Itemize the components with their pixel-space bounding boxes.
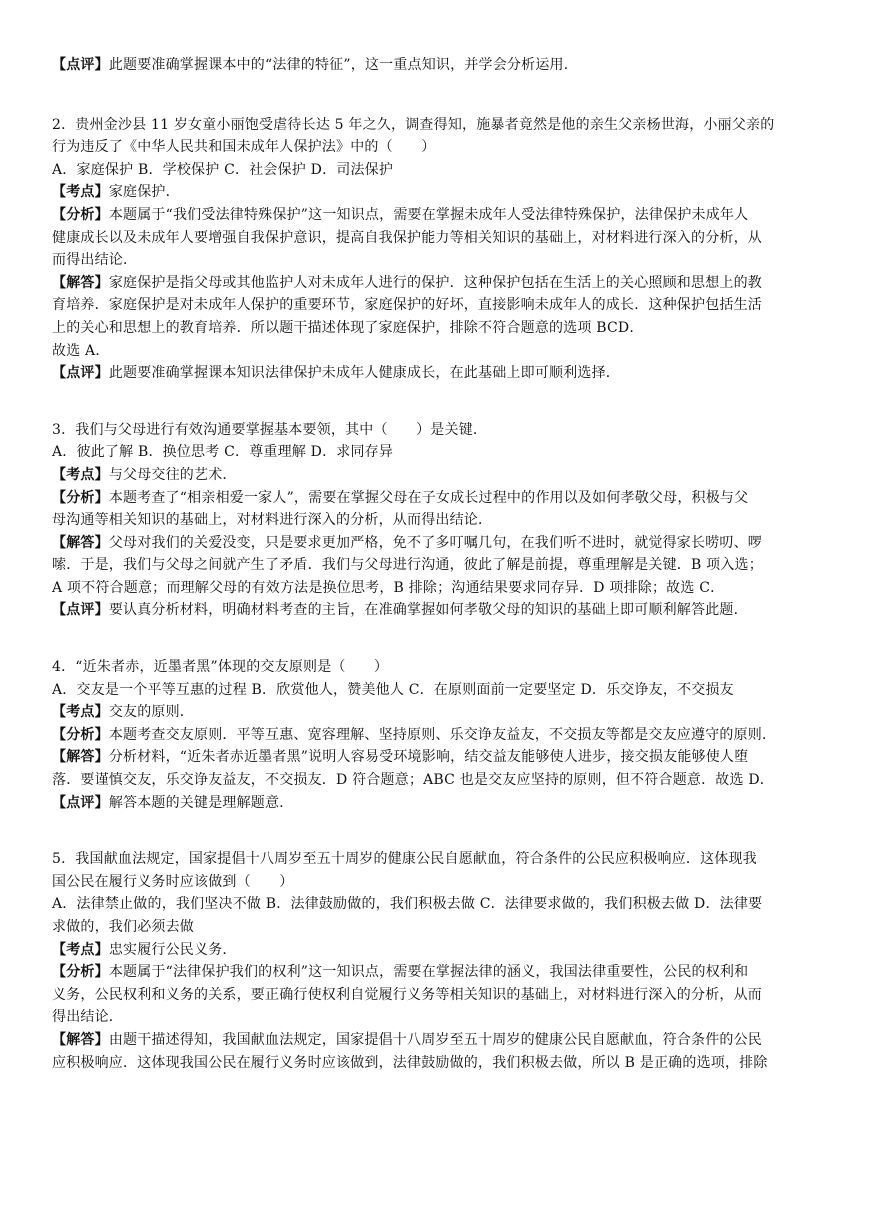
line-text: 本题考查了“相亲相爱一家人”，需要在掌握父母在子女成长过程中的作用以及如何孝敬父母，积极与父 (108, 489, 749, 506)
question-stem (52, 871, 818, 894)
tag-comment: 【点评】 (52, 602, 109, 619)
line-text: 3．我们与父母进行有效沟通要掌握基本要领，其中（ ）是关键． (52, 421, 488, 438)
tag-comment: 【点评】 (52, 57, 109, 73)
answer-line (52, 769, 818, 792)
comment-line (52, 54, 818, 77)
comment-line (52, 792, 818, 815)
line-text: 本题考查交友原则．平等互惠、宽容理解、坚持原则、乐交诤友益友，不交损友等都是交友应遵守的原则． (108, 726, 777, 743)
answer-line (52, 294, 818, 317)
question-options (52, 679, 818, 702)
line-text: 求做的，我们必须去做 (52, 919, 194, 935)
question-1-tail (52, 54, 818, 77)
analysis-line (52, 227, 818, 250)
tag-analysis: 【分析】 (52, 206, 109, 223)
line-text: 此题要准确掌握课本知识法律保护未成年人健康成长，在此基础上即可顺利选择． (108, 365, 621, 382)
line-text: 育培养．家庭保护是对未成年人保护的重要环节，家庭保护的好坏，直接影响未成年人的成长．这种保护包括生活 (52, 297, 762, 314)
analysis-line (52, 1006, 818, 1029)
tag-kaodian: 【考点】 (52, 466, 109, 483)
analysis-line (52, 487, 818, 510)
document-page (52, 54, 818, 1074)
kaodian-line (52, 181, 818, 204)
analysis-line (52, 249, 818, 272)
line-text: 由题干描述得知，我国献血法规定，国家提倡十八周岁至五十周岁的健康公民自愿献血，符合条件的公民 (108, 1031, 763, 1048)
answer-line (52, 577, 818, 600)
analysis-line (52, 204, 818, 227)
tag-kaodian: 【考点】 (52, 184, 109, 201)
kaodian-line (52, 701, 818, 724)
tag-comment: 【点评】 (52, 365, 109, 382)
question-options (52, 441, 818, 464)
tag-kaodian: 【考点】 (52, 941, 109, 958)
tag-answer: 【解答】 (52, 534, 109, 551)
line-text: A．家庭保护 B．学校保护 C．社会保护 D．司法保护 (52, 161, 394, 178)
line-text: 健康成长以及未成年人要增强自我保护意识，提高自我保护能力等相关知识的基础上，对材料进行深入的分析，从 (52, 229, 762, 246)
line-text: A．彼此了解 B．换位思考 C．尊重理解 D．求同存异 (52, 444, 394, 461)
question-5 (52, 848, 818, 1074)
answer-line (52, 746, 818, 769)
analysis-line (52, 509, 818, 532)
question-options (52, 916, 818, 939)
line-text: 落．要谨慎交友，乐交诤友益友，不交损友．D 符合题意；ABC 也是交友应坚持的原则，但不符合题意．故选 D． (52, 772, 774, 789)
line-text: 5．我国献血法规定，国家提倡十八周岁至五十周岁的健康公民自愿献血，符合条件的公民应积极响应．这体现我 (52, 851, 757, 868)
line-text: 本题属于“我们受法律特殊保护”这一知识点，需要在掌握未成年人受法律特殊保护，法律保护未成年人 (108, 206, 749, 223)
question-stem (52, 136, 818, 159)
question-3 (52, 419, 818, 622)
question-stem (52, 656, 818, 679)
kaodian-line (52, 939, 818, 962)
line-text: 分析材料，“近朱者赤近墨者黑”说明人容易受环境影响，结交益友能够使人进步，接交损友能够使人堕 (108, 749, 749, 766)
tag-analysis: 【分析】 (52, 726, 109, 743)
line-text: 家庭保护． (108, 184, 180, 201)
tag-kaodian: 【考点】 (52, 704, 109, 721)
line-text: 母沟通等相关知识的基础上，对材料进行深入的分析，从而得出结论． (52, 512, 493, 529)
comment-line (52, 362, 818, 385)
line-text: 此题要准确掌握课本中的“法律的特征”，这一重点知识，并学会分析运用． (108, 57, 578, 73)
line-text: 嗦．于是，我们与父母之间就产生了矛盾．我们与父母进行沟通，彼此了解是前提，尊重理解是关键．B 项入选； (52, 557, 763, 574)
line-text: 要认真分析材料，明确材料考查的主旨，在准确掌握如何孝敬父母的知识的基础上即可顺利解答此题． (108, 602, 748, 619)
answer-line (52, 554, 818, 577)
answer-line (52, 340, 818, 363)
answer-line (52, 1029, 818, 1052)
line-text: A．交友是一个平等互惠的过程 B．欣赏他人，赞美他人 C．在原则面前一定要坚定 D．乐交诤友，不交损友 (52, 681, 734, 698)
line-text: A 项不符合题意；而理解父母的有效方法是换位思考，B 排除；沟通结果要求同存异．D 项排除；故选 C． (52, 579, 725, 596)
line-text: 上的关心和思想上的教育培养．所以题干描述体现了家庭保护，排除不符合题意的选项 BCD． (52, 319, 644, 336)
tag-answer: 【解答】 (52, 1031, 109, 1048)
line-text: 而得出结论． (52, 252, 138, 269)
question-4 (52, 656, 818, 814)
tag-analysis: 【分析】 (52, 489, 109, 506)
line-text: 本题属于“法律保护我们的权利”这一知识点，需要在掌握法律的涵义，我国法律重要性，公民的权利和 (108, 964, 749, 981)
line-text: 交友的原则． (108, 704, 195, 721)
answer-line (52, 532, 818, 555)
question-stem (52, 848, 818, 871)
tag-answer: 【解答】 (52, 274, 109, 291)
answer-line (52, 272, 818, 295)
comment-line (52, 599, 818, 622)
tag-answer: 【解答】 (52, 749, 109, 766)
question-stem (52, 419, 818, 442)
line-text: 解答本题的关键是理解题意． (108, 794, 294, 811)
line-text: 忠实履行公民义务． (108, 941, 237, 958)
line-text: 得出结论． (52, 1009, 123, 1026)
line-text: 义务，公民权利和义务的关系，要正确行使权利自觉履行义务等相关知识的基础上，对材料进行深入的分析，从而 (52, 986, 762, 1003)
analysis-line (52, 961, 818, 984)
kaodian-line (52, 464, 818, 487)
answer-line (52, 317, 818, 340)
line-text: 家庭保护是指父母或其他监护人对未成年人进行的保护．这种保护包括在生活上的关心照顾和思想上的教 (108, 274, 763, 291)
line-text: A．法律禁止做的，我们坚决不做 B．法律鼓励做的，我们积极去做 C．法律要求做的，我们积极去做 D．法律要 (52, 896, 763, 913)
question-options (52, 159, 818, 182)
line-text: 国公民在履行义务时应该做到（ ） (52, 873, 294, 890)
line-text: 4．“近朱者赤，近墨者黑”体现的交友原则是（ ） (52, 659, 389, 676)
line-text: 2．贵州金沙县 11 岁女童小丽饱受虐待长达 5 年之久，调查得知，施暴者竟然是他的亲生父亲杨世海，小丽父亲的 (52, 116, 775, 133)
tag-analysis: 【分析】 (52, 964, 109, 981)
analysis-line (52, 724, 818, 747)
line-text: 应积极响应．这体现我国公民在履行义务时应该做到，法律鼓励做的，我们积极去做，所以 B 是正确的选项，排除 (52, 1054, 768, 1071)
line-text: 故选 A． (52, 342, 110, 359)
tag-comment: 【点评】 (52, 794, 109, 811)
line-text: 父母对我们的关爱没变，只是要求更加严格，免不了多叮嘱几句，在我们听不进时，就觉得家长唠叨、啰 (108, 534, 763, 551)
question-2 (52, 114, 818, 385)
question-stem (52, 114, 818, 137)
line-text: 行为违反了《中华人民共和国未成年人保护法》中的（ ） (52, 139, 436, 156)
analysis-line (52, 984, 818, 1007)
answer-line (52, 1052, 818, 1075)
question-options (52, 893, 818, 916)
line-text: 与父母交往的艺术． (108, 466, 237, 483)
